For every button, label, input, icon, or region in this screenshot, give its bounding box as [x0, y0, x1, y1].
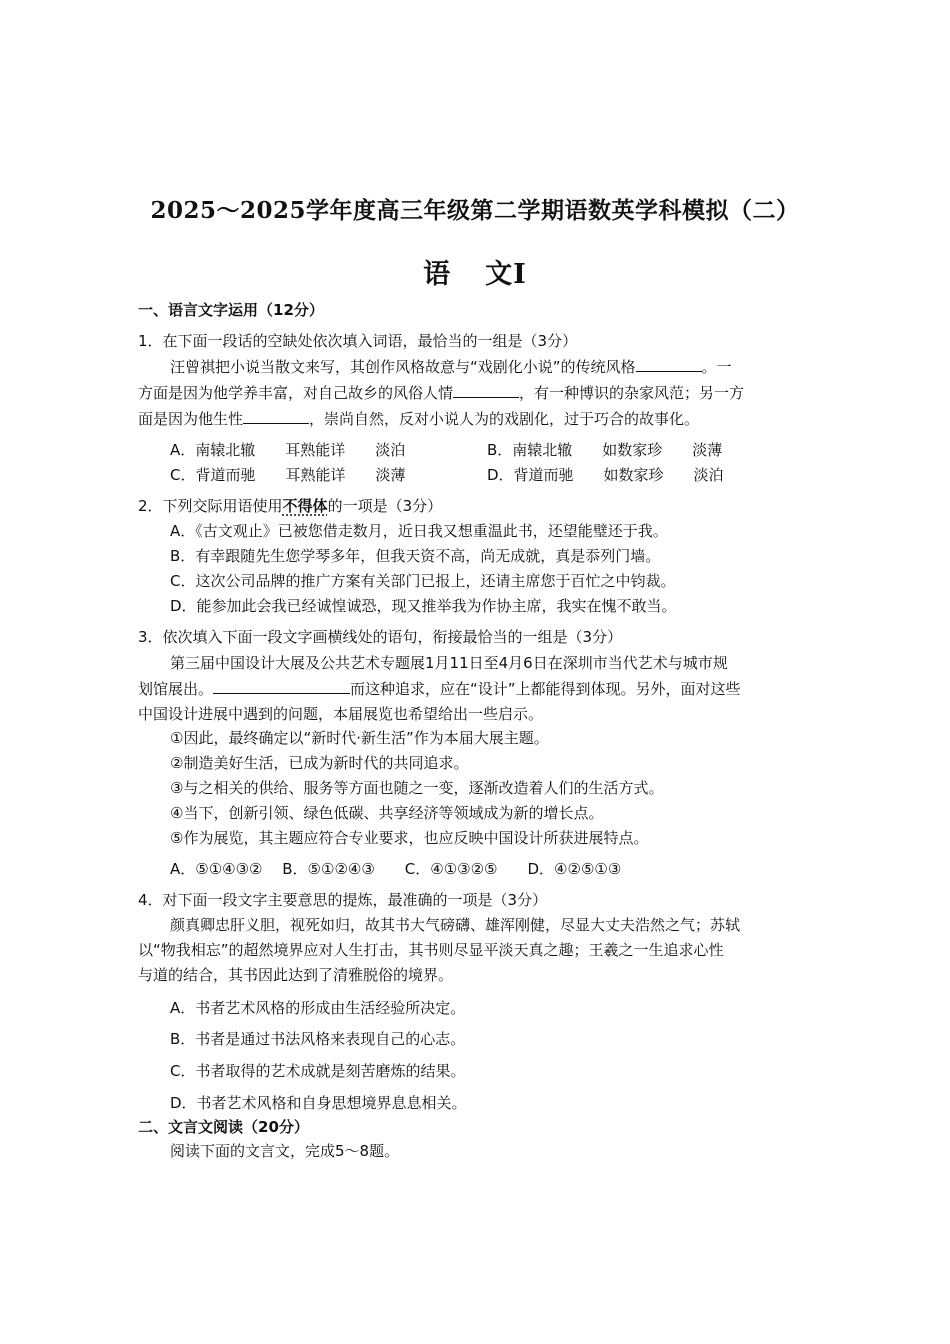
q4-option-a: A．书者艺术风格的形成由生活经验所决定。 [170, 999, 466, 1017]
q3-sentence-2: ②制造美好生活，已成为新时代的共同追求。 [170, 754, 469, 772]
subject-title-right: 文Ⅰ [485, 259, 527, 290]
q1-blank-2 [453, 383, 519, 398]
q3-passage-line-1: 第三届中国设计大展及公共艺术专题展1月11日至4月6日在深圳市当代艺术与城市规 [170, 654, 728, 672]
q1-option-b: B．南辕北辙 如数家珍 淡薄 [487, 441, 723, 459]
q1-option-d: D．背道而驰 如数家珍 淡泊 [487, 466, 724, 484]
subject-title-left: 语 [423, 259, 452, 290]
q3-passage-line-3: 中国设计进展中遇到的问题，本届展览也希望给出一些启示。 [138, 705, 544, 723]
q1-blank-3 [243, 409, 309, 424]
section-2-intro: 阅读下面的文言文，完成5～8题。 [170, 1142, 400, 1160]
subject-title [0, 252, 950, 291]
section-2-heading: 二、文言文阅读（20分） [138, 1118, 309, 1136]
q2-option-d: D．能参加此会我已经诚惶诚恐，现又推举我为作协主席，我实在愧不敢当。 [170, 597, 677, 615]
q1-stem: 1．在下面一段话的空缺处依次填入词语，最恰当的一组是（3分） [138, 332, 578, 350]
q1-passage-line-2: 方面是因为他学养丰富，对自己故乡的风俗人情 ，有一种博识的杂家风范；另一方 [138, 384, 745, 402]
section-1-heading: 一、语言文字运用（12分） [138, 301, 324, 319]
q1-option-a: A．南辕北辙 耳熟能详 淡泊 [170, 441, 406, 459]
q1-option-c: C．背道而驰 耳熟能详 淡薄 [170, 466, 406, 484]
q3-sentence-5: ⑤作为展览，其主题应符合专业要求，也应反映中国设计所获进展特点。 [170, 829, 649, 847]
q4-passage-line-1: 颜真卿忠肝义胆，视死如归，故其书大气磅礴、雄浑刚健，尽显大丈夫浩然之气；苏轼 [170, 916, 741, 934]
q4-stem: 4．对下面一段文字主要意思的提炼，最准确的一项是（3分） [138, 891, 548, 909]
q3-sentence-3: ③与之相关的供给、服务等方面也随之一变，逐渐改造着人们的生活方式。 [170, 779, 664, 797]
q2-stem: 2．下列交际用语使用不得体的一项是（3分） [138, 497, 443, 515]
q3-options: A．⑤①④③② B．⑤①②④③ C．④①③②⑤ D．④②⑤①③ [170, 860, 622, 878]
q3-passage-line-2: 划馆展出。 而这种追求，应在“设计”上都能得到体现。另外，面对这些 [138, 680, 741, 698]
q2-emphasis: 不得体 [282, 497, 328, 515]
q4-option-d: D．书者艺术风格和自身思想境界息息相关。 [170, 1094, 467, 1112]
q1-blank-1 [636, 357, 702, 372]
q2-option-b: B．有幸跟随先生您学琴多年，但我天资不高，尚无成就，真是忝列门墙。 [170, 547, 661, 565]
q1-passage-line-3: 面是因为他生性 ，崇尚自然，反对小说人为的戏剧化，过于巧合的故事化。 [138, 410, 700, 428]
q3-blank [213, 679, 350, 694]
q2-option-c: C．这次公司品牌的推广方案有关部门已报上，还请主席您于百忙之中钧裁。 [170, 572, 676, 590]
q3-stem: 3．依次填入下面一段文字画横线处的语句，衔接最恰当的一组是（3分） [138, 628, 623, 646]
q1-passage-line-1: 汪曾祺把小说当散文来写，其创作风格故意与“戏剧化小说”的传统风格 。一 [170, 358, 732, 376]
q4-passage-line-2: 以“物我相忘”的超然境界应对人生打击，其书则尽显平淡天真之趣；王羲之一生追求心性 [138, 941, 724, 959]
q2-option-a: A．《古文观止》已被您借走数月，近日我又想重温此书，还望能璧还于我。 [170, 522, 668, 540]
q4-passage-line-3: 与道的结合，其书因此达到了清雅脱俗的境界。 [138, 966, 454, 984]
q4-option-b: B．书者是通过书法风格来表现自己的心志。 [170, 1030, 466, 1048]
q4-option-c: C．书者取得的艺术成就是刻苦磨炼的结果。 [170, 1062, 466, 1080]
page-title: 2025～2025学年度高三年级第二学期语数英学科模拟（二） [150, 197, 800, 224]
q3-sentence-1: ①因此，最终确定以“新时代·新生活”作为本届大展主题。 [170, 729, 549, 747]
q3-sentence-4: ④当下，创新引领、绿色低碳、共享经济等领域成为新的增长点。 [170, 804, 604, 822]
